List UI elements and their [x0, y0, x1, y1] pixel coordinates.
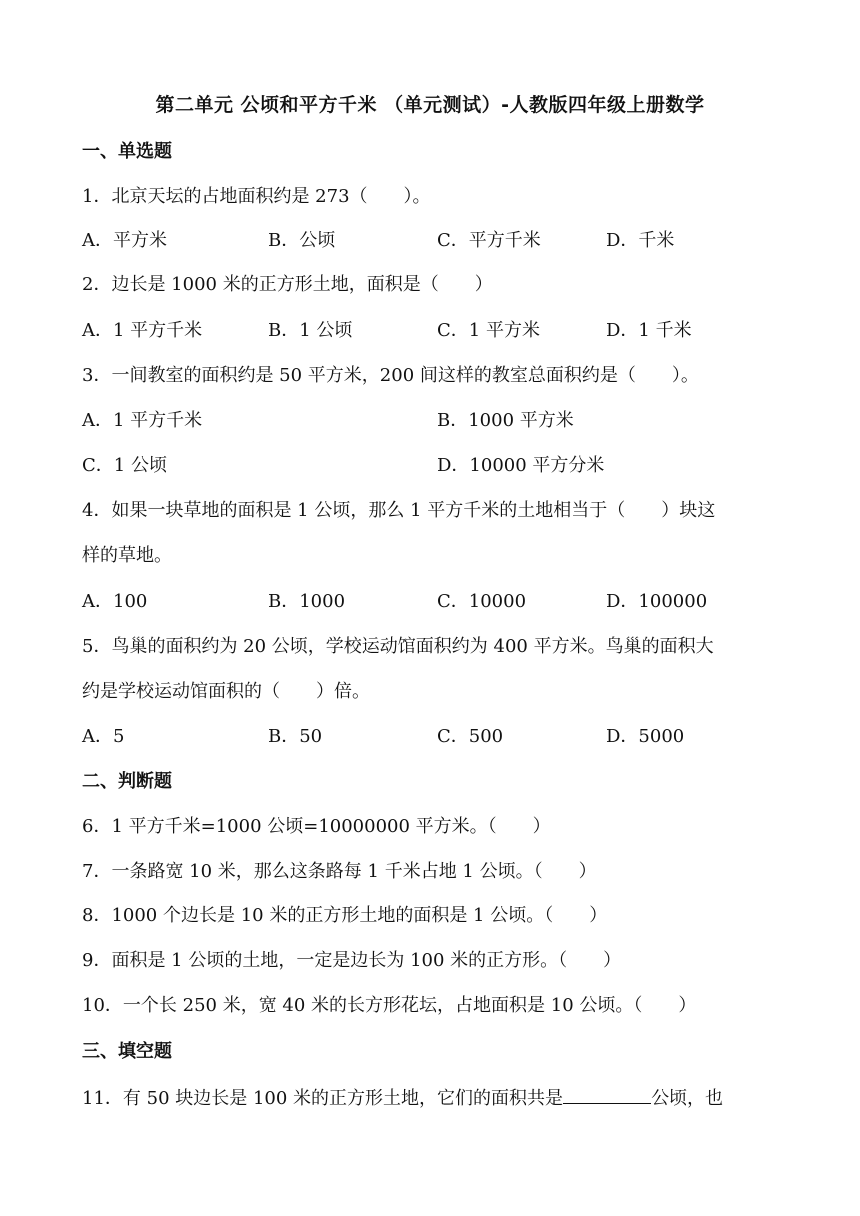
section-heading-single-choice: 一、单选题 [82, 141, 172, 162]
option-a: A．5 [82, 726, 125, 747]
option-a: A．1 平方千米 [82, 320, 203, 341]
question-2: 2．边长是 1000 米的正方形土地，面积是（ ） [82, 274, 493, 295]
option-d: D．100000 [606, 591, 708, 612]
question-5-line1: 5．鸟巢的面积约为 20 公顷，学校运动馆面积约为 400 平方米。鸟巢的面积大 [82, 636, 714, 657]
question-4-line2: 样的草地。 [82, 545, 172, 566]
option-b: B．公顷 [268, 230, 336, 251]
answer-blank [563, 1085, 651, 1104]
question-5-line2: 约是学校运动馆面积的（ ）倍。 [82, 681, 370, 702]
section-heading-fill-in: 三、填空题 [82, 1041, 172, 1062]
question-4-line1: 4．如果一块草地的面积是 1 公顷，那么 1 平方千米的土地相当于（ ）块这 [82, 500, 716, 521]
option-b: B．1 公顷 [268, 320, 353, 341]
option-d: D．千米 [606, 230, 675, 251]
option-b: B．1000 [268, 591, 346, 612]
option-b: B．1000 平方米 [437, 410, 574, 431]
section-heading-true-false: 二、判断题 [82, 771, 172, 792]
question-11-text-before: 11．有 50 块边长是 100 米的正方形土地，它们的面积共是 [82, 1088, 564, 1109]
question-11-text-after: 公顷，也 [651, 1088, 724, 1109]
option-c: C．1 公顷 [82, 455, 167, 476]
question-3-options-row1 [82, 409, 782, 433]
question-4-options [82, 590, 782, 614]
page-title: 第二单元 公顷和平方千米 （单元测试）-人教版四年级上册数学 [155, 94, 705, 116]
option-b: B．50 [268, 726, 323, 747]
question-11 [82, 1085, 723, 1111]
question-8: 8．1000 个边长是 10 米的正方形土地的面积是 1 公顷。（ ） [82, 905, 608, 926]
question-2-options [82, 319, 782, 343]
question-6: 6．1 平方千米=1000 公顷=10000000 平方米。（ ） [82, 816, 551, 837]
option-c: C．平方千米 [437, 230, 541, 251]
question-3: 3．一间教室的面积约是 50 平方米，200 间这样的教室总面积约是（ ）。 [82, 365, 699, 386]
option-c: C．10000 [437, 591, 527, 612]
option-a: A．平方米 [82, 230, 167, 251]
question-5-options [82, 725, 782, 749]
question-1: 1．北京天坛的占地面积约是 273（ ）。 [82, 186, 431, 207]
option-d: D．5000 [606, 726, 685, 747]
option-a: A．100 [82, 591, 148, 612]
question-7: 7．一条路宽 10 米，那么这条路每 1 千米占地 1 公顷。（ ） [82, 861, 597, 882]
option-d: D．1 千米 [606, 320, 692, 341]
question-9: 9．面积是 1 公顷的土地，一定是边长为 100 米的正方形。（ ） [82, 950, 622, 971]
option-a: A．1 平方千米 [82, 410, 203, 431]
option-d: D．10000 平方分米 [437, 455, 605, 476]
option-c: C．1 平方米 [437, 320, 540, 341]
question-10: 10．一个长 250 米，宽 40 米的长方形花坛，占地面积是 10 公顷。（ ） [82, 995, 697, 1016]
question-1-options [82, 229, 782, 253]
question-3-options-row2 [82, 454, 782, 478]
option-c: C．500 [437, 726, 504, 747]
